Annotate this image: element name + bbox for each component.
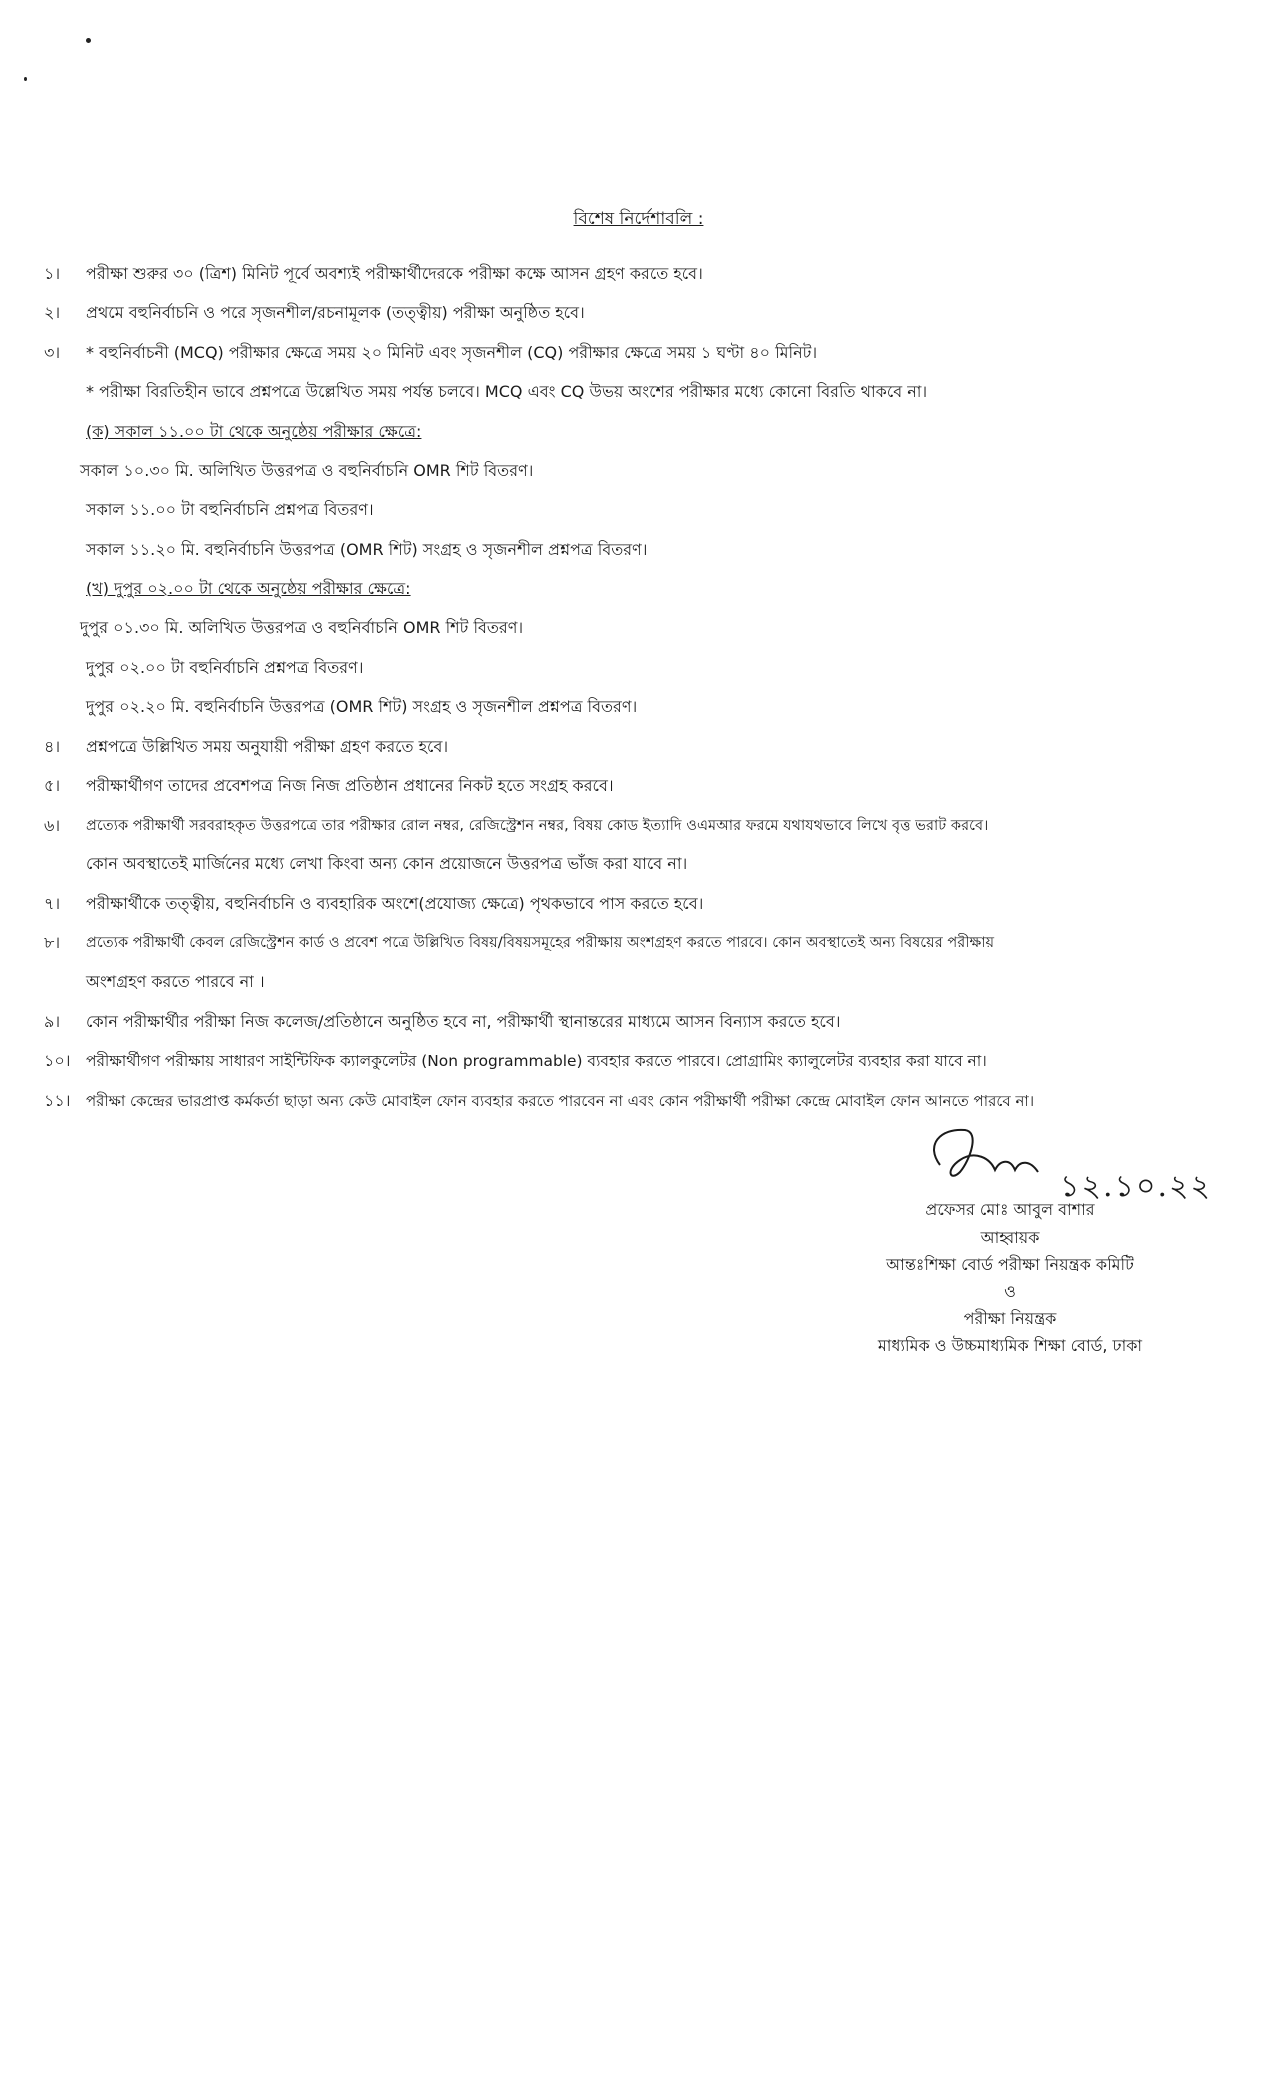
item-text: প্রশ্নপত্রে উল্লিখিত সময় অনুযায়ী পরীক্ষা গ্রহণ করতে হবে। <box>86 737 449 756</box>
item-text: কোন অবস্থাতেই মার্জিনের মধ্যে লেখা কিংবা অন্য কোন প্রয়োজনে উত্তরপত্র ভাঁজ করা যাবে না। <box>86 854 688 873</box>
schedule-line-text: দুপুর ০২.০০ টা বহুনির্বাচনি প্রশ্নপত্র বিতরণ। <box>86 658 364 677</box>
signatory-conjunction: ও <box>1004 1282 1016 1301</box>
scan-speck <box>24 77 27 81</box>
schedule-line-text: সকাল ১০.৩০ মি. অলিখিত উত্তরপত্র ও বহুনির্বাচনি OMR শিট বিতরণ। <box>80 461 534 480</box>
item-number: ৮। <box>44 933 61 952</box>
schedule-heading-text: (খ) দুপুর ০২.০০ টা থেকে অনুষ্ঠেয় পরীক্ষার ক্ষেত্রে: <box>86 579 411 598</box>
item-text: প্রত্যেক পরীক্ষার্থী সরবরাহকৃত উত্তরপত্রে তার পরীক্ষার রোল নম্বর, রেজিস্ট্রেশন নম্বর, বিষয় কোড ইত্যাদি ওএমআর ফরমে যথাযথভাবে লিখে বৃত্ত ভরাট করবে। <box>86 817 989 834</box>
item-text: কোন পরীক্ষার্থীর পরীক্ষা নিজ কলেজ/প্রতিষ্ঠানে অনুষ্ঠিত হবে না, পরীক্ষার্থী স্থানান্তরের মাধ্যমে আসন বিন্যাস করতে হবে। <box>86 1012 841 1031</box>
item-number: ১। <box>44 264 61 283</box>
item-number: ৬। <box>44 816 61 835</box>
signatory-position: পরীক্ষা নিয়ন্ত্রক <box>963 1309 1057 1328</box>
item-text: * বহুনির্বাচনী (MCQ) পরীক্ষার ক্ষেত্রে সময় ২০ মিনিট এবং সৃজনশীল (CQ) পরীক্ষার ক্ষেত্রে সময় ১ ঘণ্টা ৪০ মিনিট। <box>86 343 818 362</box>
page-title: বিশেষ নির্দেশাবলি : <box>573 209 704 229</box>
schedule-line-text: সকাল ১১.০০ টা বহুনির্বাচনি প্রশ্নপত্র বিতরণ। <box>86 500 374 519</box>
item-text: পরীক্ষার্থীগণ তাদের প্রবেশপত্র নিজ নিজ প্রতিষ্ঠান প্রধানের নিকট হতে সংগ্রহ করবে। <box>86 776 614 795</box>
signature-date: ১২.১০.২২ <box>1060 1169 1213 1204</box>
signatory-board: মাধ্যমিক ও উচ্চমাধ্যমিক শিক্ষা বোর্ড, ঢাকা <box>877 1336 1143 1355</box>
schedule-line-text: সকাল ১১.২০ মি. বহুনির্বাচনি উত্তরপত্র (OMR শিট) সংগ্রহ ও সৃজনশীল প্রশ্নপত্র বিতরণ। <box>86 540 648 559</box>
item-text: পরীক্ষা শুরুর ৩০ (ত্রিশ) মিনিট পূর্বে অবশ্যই পরীক্ষার্থীদেরকে পরীক্ষা কক্ষে আসন গ্রহণ করতে হবে। <box>86 264 703 283</box>
item-text: অংশগ্রহণ করতে পারবে না । <box>86 972 265 991</box>
item-number: ৩। <box>44 343 61 362</box>
item-number: ১০। <box>44 1051 71 1070</box>
item-number: ৫। <box>44 776 61 795</box>
item-note-text: * পরীক্ষা বিরতিহীন ভাবে প্রশ্নপত্রে উল্লেখিত সময় পর্যন্ত চলবে। MCQ এবং CQ উভয় অংশের পরীক্ষার মধ্যে কোনো বিরতি থাকবে না। <box>86 382 928 401</box>
signature-scribble <box>920 1120 1060 1200</box>
item-number: ২। <box>44 303 61 322</box>
signatory-committee: আন্তঃশিক্ষা বোর্ড পরীক্ষা নিয়ন্ত্রক কমিটি <box>886 1255 1134 1274</box>
item-number: ৪। <box>44 737 61 756</box>
schedule-heading-text: (ক) সকাল ১১.০০ টা থেকে অনুষ্ঠেয় পরীক্ষার ক্ষেত্রে: <box>86 422 422 441</box>
item-number: ৯। <box>44 1012 61 1031</box>
item-text: পরীক্ষার্থীগণ পরীক্ষায় সাধারণ সাইন্টিফিক ক্যালকুলেটর (Non programmable) ব্যবহার করতে পারবে। প্রোগ্রামিং ক্যালুলেটর ব্যবহার করা যাবে না। <box>86 1052 987 1070</box>
item-text: পরীক্ষার্থীকে তত্ত্বীয়, বহুনির্বাচনি ও ব্যবহারিক অংশে(প্রযোজ্য ক্ষেত্রে) পৃথকভাবে পাস করতে হবে। <box>86 894 704 913</box>
scan-speck <box>86 38 91 43</box>
signatory-role: আহ্বায়ক <box>980 1228 1040 1247</box>
schedule-line-text: দুপুর ০১.৩০ মি. অলিখিত উত্তরপত্র ও বহুনির্বাচনি OMR শিট বিতরণ। <box>80 618 524 637</box>
schedule-line-text: দুপুর ০২.২০ মি. বহুনির্বাচনি উত্তরপত্র (OMR শিট) সংগ্রহ ও সৃজনশীল প্রশ্নপত্র বিতরণ। <box>86 697 638 716</box>
signatory-name: প্রফেসর মোঃ আবুল বাশার <box>925 1200 1095 1219</box>
item-text: প্রথমে বহুনির্বাচনি ও পরে সৃজনশীল/রচনামূলক (তত্ত্বীয়) পরীক্ষা অনুষ্ঠিত হবে। <box>86 303 585 322</box>
item-text: পরীক্ষা কেন্দ্রের ভারপ্রাপ্ত কর্মকর্তা ছাড়া অন্য কেউ মোবাইল ফোন ব্যবহার করতে পারবেন না এবং কোন পরীক্ষার্থী পরীক্ষা কেন্দ্রে মোবাইল ফোন আনতে পারবে না। <box>86 1092 1035 1110</box>
item-number: ১১। <box>44 1091 71 1110</box>
item-text: প্রত্যেক পরীক্ষার্থী কেবল রেজিস্ট্রেশন কার্ড ও প্রবেশ পত্রে উল্লিখিত বিষয়/বিষয়সমূহের পরীক্ষায় অংশগ্রহণ করতে পারবে। কোন অবস্থাতেই অন্য বিষয়ের পরীক্ষায় <box>86 934 995 951</box>
item-number: ৭। <box>44 894 61 913</box>
